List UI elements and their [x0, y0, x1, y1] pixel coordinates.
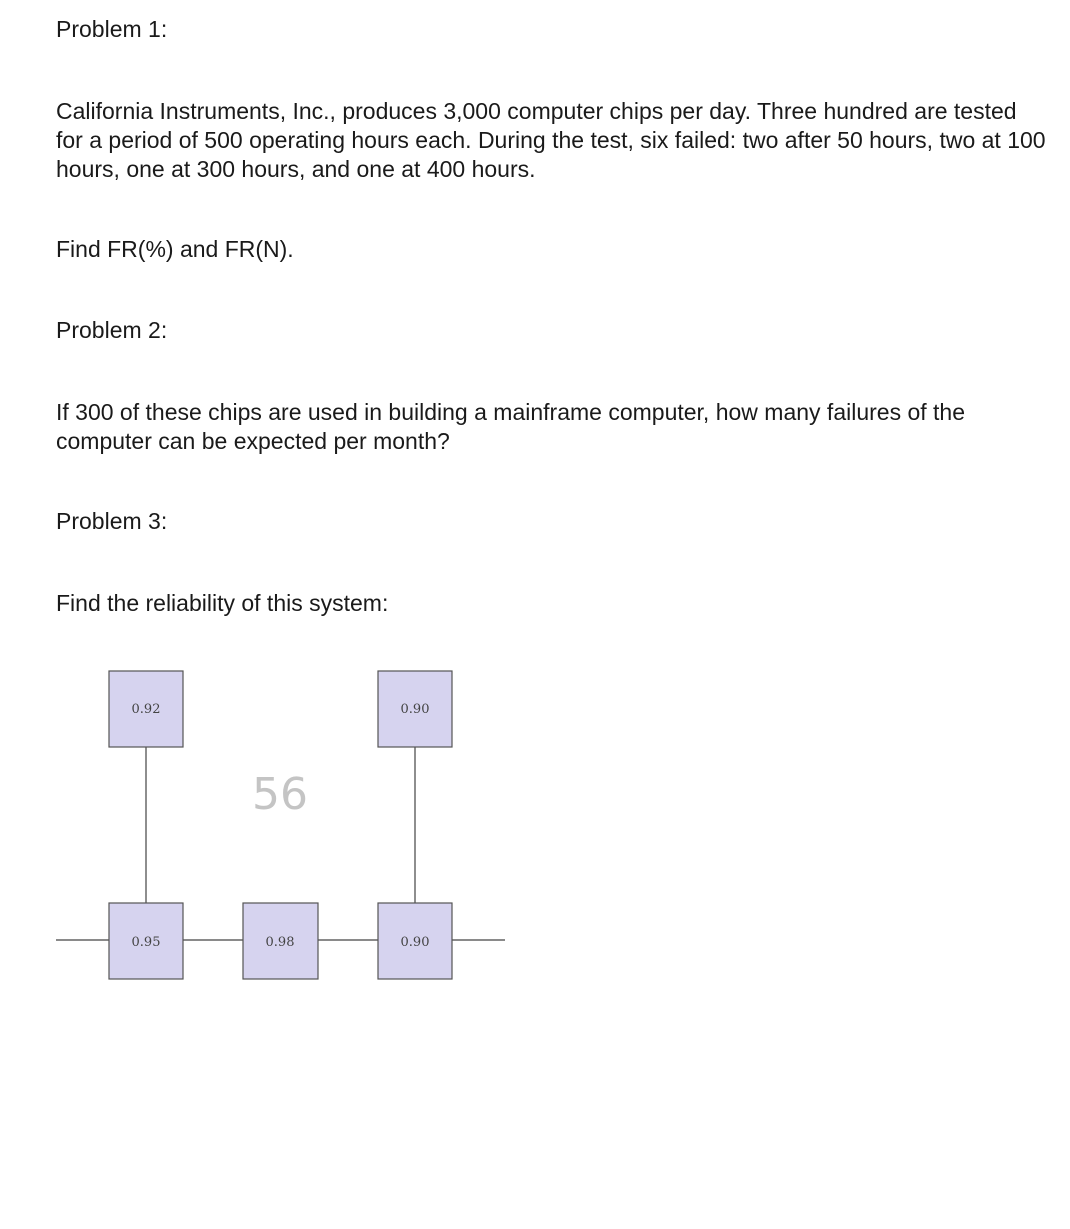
box-top-right-label: 0.90 — [400, 702, 430, 717]
box-top-right — [378, 671, 452, 747]
box-bottom-left-label: 0.95 — [131, 935, 161, 950]
box-top-left-label: 0.92 — [131, 702, 161, 717]
problem-2-heading: Problem 2: — [56, 317, 168, 343]
box-bottom-left — [109, 903, 183, 979]
box-bottom-middle-label: 0.98 — [265, 935, 295, 950]
page-number-watermark: 56 — [252, 769, 308, 820]
problem-2-text: If 300 of these chips are used in building a mainframe computer, how many failures of the computer can be expected per month? — [56, 399, 966, 454]
problem-1-question: Find FR(%) and FR(N). — [56, 236, 294, 262]
problem-3-heading: Problem 3: — [56, 508, 168, 534]
problem-1-heading: Problem 1: — [56, 16, 168, 42]
box-bottom-right — [378, 903, 452, 979]
box-bottom-middle — [243, 903, 318, 979]
box-top-left — [109, 671, 183, 747]
problem-3-text: Find the reliability of this system: — [56, 590, 389, 616]
box-bottom-right-label: 0.90 — [400, 935, 430, 950]
problem-1-text: California Instruments, Inc., produces 3,000 computer chips per day. Three hundred are tested for a period of 500 operating hours each. During the test, six failed: two after 50 hours, two at 100 hours, one at 300 hours, and one at 400 hours. — [56, 98, 1046, 182]
